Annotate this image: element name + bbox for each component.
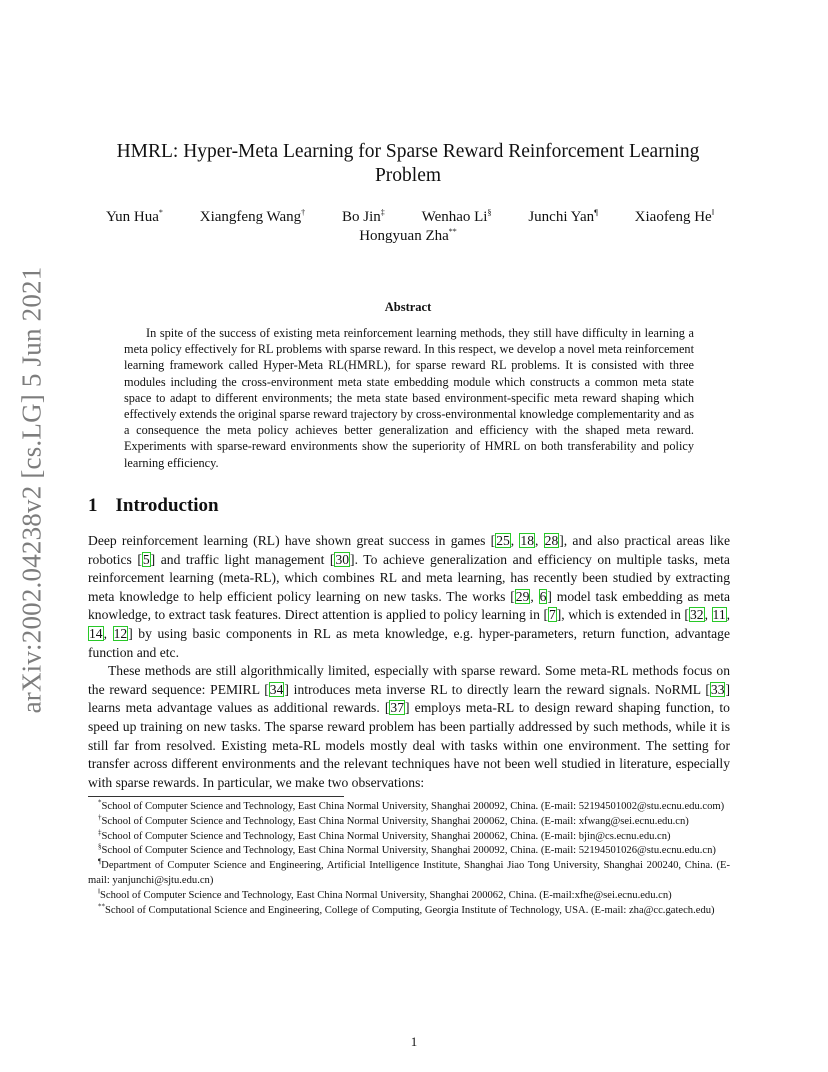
citation-link[interactable]: 12	[113, 625, 128, 641]
citation-link[interactable]: 30	[335, 551, 350, 567]
citation-link[interactable]: 5	[142, 551, 150, 567]
paragraph: These methods are still algorithmically limited, especially with sparse reward. Some meta-RL methods focus on the reward sequence: PEMIRL [34] introduces meta inverse RL to directly learn the reward signals. NoRML [33] learns meta advantage values as additional rewards. [37] employs meta-RL to design reward shaping function, to speed up training on new tasks. The sparse reward problem has been partially addressed by such methods, while it is still far from resolved. Existing meta-RL models mostly deal with tasks within one environment. The setting for transfer across different environments and the relevant techniques have not been well studied in literature, especially with sparse rewards. In particular, we make two observations:	[88, 663, 731, 790]
citation-link[interactable]: 28	[544, 533, 559, 548]
author-name: Junchi Yan¶	[528, 208, 598, 225]
footnote: §School of Computer Science and Technology, East China Normal University, Shanghai 200092, China. (E-mail: 52194501026@stu.ecnu.edu.cn)	[98, 842, 716, 857]
abstract-text: In spite of the success of existing meta reinforcement learning methods, they still have difficulty in learning a meta policy effectively for RL problems with sparse reward. In this respect, we develop a novel meta reinforcement learning framework called Hyper-Meta RL(HMRL), for sparse reward RL problems. It is consisted with three modules including the cross-environment meta state embedding module which constructs a common meta state space to adapt to different environments; the meta state based environment-specific meta reward shaping which effectively extends the original sparse reward trajectory by cross-environmental knowledge complementarity and as a consequence the meta policy achieves better generalization and efficiency with the shaped meta reward. Experiments with sparse-reward environments show the superiority of HMRL on both transferability and policy learning efficiency.	[124, 326, 695, 470]
section-title: Introduction	[115, 495, 219, 516]
arxiv-id-text: arXiv:2002.04238v2 [cs.LG] 5 Jun 2021	[16, 266, 47, 714]
footnote: ¶Department of Computer Science and Engineering, Artificial Intelligence Institute, Shanghai Jiao Tong University, Shanghai 200240, China. (E-mail: yanjunchi@sjtu.edu.cn)	[88, 857, 730, 886]
section-heading	[88, 495, 219, 517]
citation-link[interactable]: 6	[539, 588, 547, 604]
citation-link[interactable]: 18	[520, 533, 535, 548]
abstract-heading: Abstract	[384, 300, 432, 314]
footnote: ‡School of Computer Science and Technology, East China Normal University, Shanghai 200062, China. (E-mail: bjin@cs.ecnu.edu.cn)	[98, 828, 671, 842]
citation-link[interactable]: 34	[269, 681, 284, 697]
page-number: 1	[410, 1034, 418, 1049]
footnote: **School of Computational Science and Engineering, College of Computing, Georgia Institute of Technology, USA. (E-mail: zha@cc.gatech.edu)	[98, 902, 715, 916]
citation-link[interactable]: 33	[710, 681, 725, 697]
footnote: ‖School of Computer Science and Technology, East China Normal University, Shanghai 200062, China. (E-mail:xfhe@sei.ecnu.edu.cn)	[98, 887, 672, 901]
author-name: Yun Hua*	[106, 208, 163, 225]
author-name: Hongyuan Zha**	[359, 227, 457, 244]
citation-link[interactable]: 7	[548, 607, 556, 623]
footnotes	[88, 800, 730, 918]
footnote-rule	[88, 796, 344, 797]
section-number: 1	[88, 495, 98, 516]
author-name: Xiaofeng He‖	[634, 208, 714, 225]
citation-link[interactable]: 14	[89, 625, 103, 641]
citation-link[interactable]: 37	[390, 700, 404, 716]
citation-link[interactable]: 11	[712, 607, 726, 623]
arxiv-sidebar-stamp	[12, 266, 52, 714]
author-name: Xiangfeng Wang†	[199, 208, 306, 225]
author-name: Bo Jin‡	[342, 208, 385, 225]
paper-title: HMRL: Hyper-Meta Learning for Sparse Reward Reinforcement Learning Problem	[116, 141, 700, 186]
footnote: †School of Computer Science and Technology, East China Normal University, Shanghai 200062, China. (E-mail: xfwang@sei.ecnu.edu.cn)	[98, 813, 689, 827]
citation-link[interactable]: 25	[496, 533, 510, 548]
footnote: *School of Computer Science and Technology, East China Normal University, Shanghai 200092, China. (E-mail: 52194501002@stu.ecnu.edu.com)	[98, 798, 725, 812]
citation-link[interactable]: 32	[689, 607, 704, 623]
paragraph: Deep reinforcement learning (RL) have shown great success in games [25, 18, 28], and also practical areas like robotics [5] and traffic light management [30]. To achieve generalization and efficiency on multiple tasks, meta reinforcement learning (meta-RL), which combines RL and meta learning, has recently been studied by extracting meta knowledge to help efficient policy learning on new tasks. The works [29, 6] model task embedding as meta knowledge, to extract task features. Direct attention is applied to policy learning in [7], which is extended in [32, 11, 14, 12] by using basic components in RL as meta knowledge, e.g. hyper-parameters, return function, advantage function and etc.	[88, 533, 731, 660]
body-text	[88, 532, 730, 792]
citation-link[interactable]: 29	[515, 588, 530, 604]
author-name: Wenhao Li§	[421, 208, 492, 225]
author-list	[88, 208, 728, 246]
